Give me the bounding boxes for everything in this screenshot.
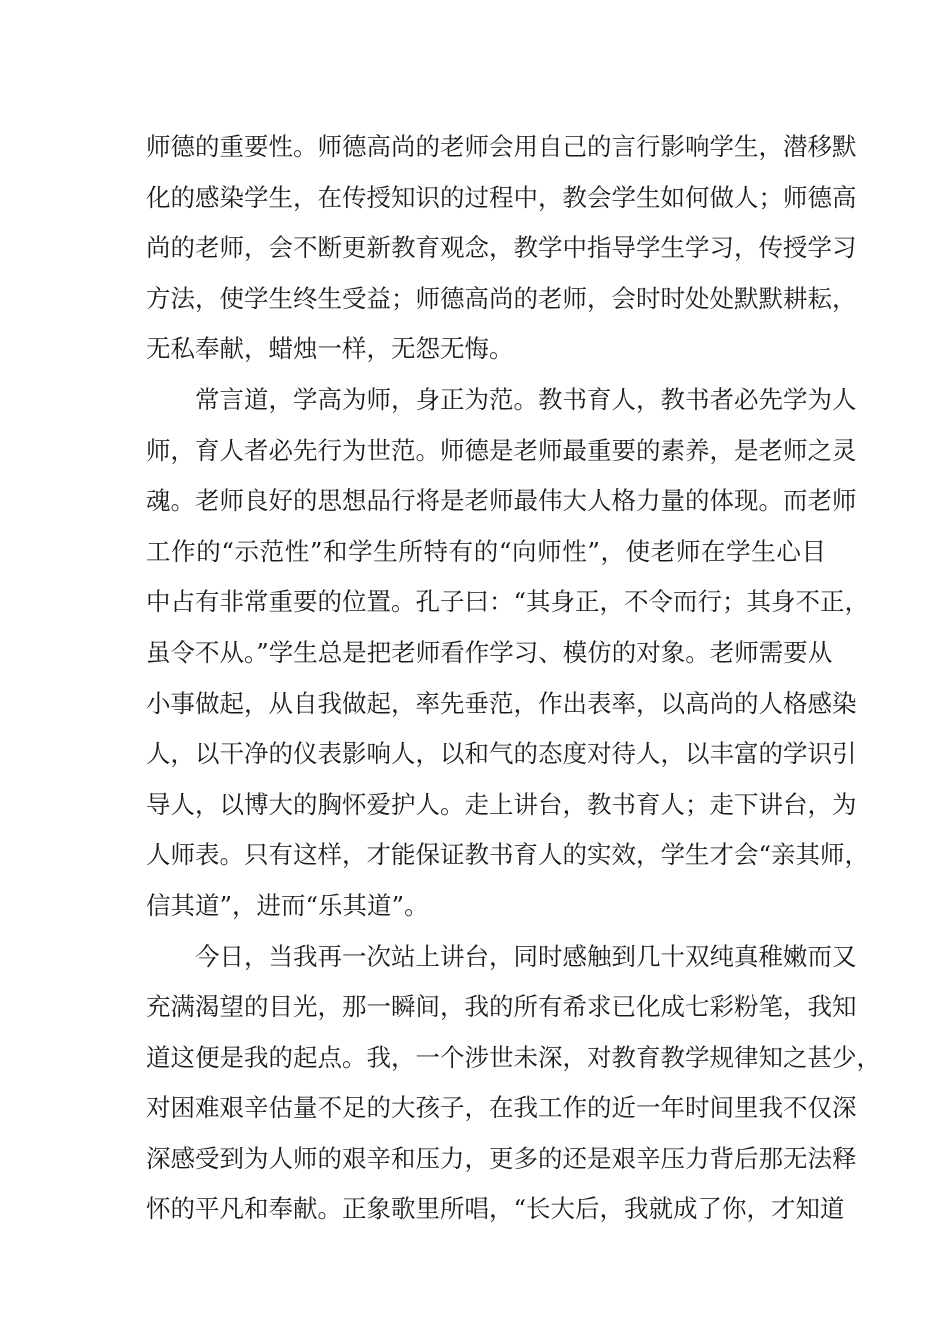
text-line: 中占有非常重要的位置。孔子曰：“其身正，不令而行；其身不正，: [146, 587, 870, 617]
text-line: 深感受到为人师的艰辛和压力，更多的还是艰辛压力背后那无法释: [146, 1143, 857, 1173]
text-line: 无私奉献，蜡烛一样，无怨无悔。: [146, 334, 514, 364]
document-body: [146, 122, 881, 1235]
text-line: 充满渴望的目光，那一瞬间，我的所有希求已化成七彩粉笔，我知: [146, 992, 857, 1022]
text-line: 小事做起，从自我做起，率先垂范，作出表率，以高尚的人格感染: [146, 688, 857, 718]
text-line: 化的感染学生，在传授知识的过程中，教会学生如何做人；师德高: [146, 182, 857, 212]
text-line: 道这便是我的起点。我，一个涉世未深，对教育教学规律知之甚少，: [146, 1042, 881, 1072]
text-line: 虽令不从。”学生总是把老师看作学习、模仿的对象。老师需要从: [146, 637, 833, 667]
text-line: 信其道”，进而“乐其道”。: [146, 890, 429, 920]
text-line: 今日，当我再一次站上讲台，同时感触到几十双纯真稚嫩而又: [195, 941, 857, 971]
text-line: 怀的平凡和奉献。正象歌里所唱，“长大后，我就成了你，才知道: [146, 1194, 845, 1224]
text-line: 师德的重要性。师德高尚的老师会用自己的言行影响学生，潜移默: [146, 132, 857, 161]
text-line: 人师表。只有这样，才能保证教书育人的实效，学生才会“亲其师，: [146, 840, 870, 870]
text-line: 对困难艰辛估量不足的大孩子，在我工作的近一年时间里我不仅深: [146, 1093, 857, 1123]
text-line: 人，以干净的仪表影响人，以和气的态度对待人，以丰富的学识引: [146, 739, 857, 769]
text-line: 导人，以博大的胸怀爱护人。走上讲台，教书育人；走下讲台，为: [146, 789, 857, 819]
text-line: 方法，使学生终生受益；师德高尚的老师，会时时处处默默耕耘，: [146, 283, 857, 313]
text-line: 魂。老师良好的思想品行将是老师最伟大人格力量的体现。而老师: [146, 486, 857, 516]
text-line: 师，育人者必先行为世范。师德是老师最重要的素养，是老师之灵: [146, 435, 857, 465]
text-line: 常言道，学高为师，身正为范。教书育人，教书者必先学为人: [195, 384, 857, 414]
text-line: 工作的“示范性”和学生所特有的“向师性”，使老师在学生心目: [146, 536, 826, 566]
text-line: 尚的老师，会不断更新教育观念，教学中指导学生学习，传授学习: [146, 233, 857, 263]
